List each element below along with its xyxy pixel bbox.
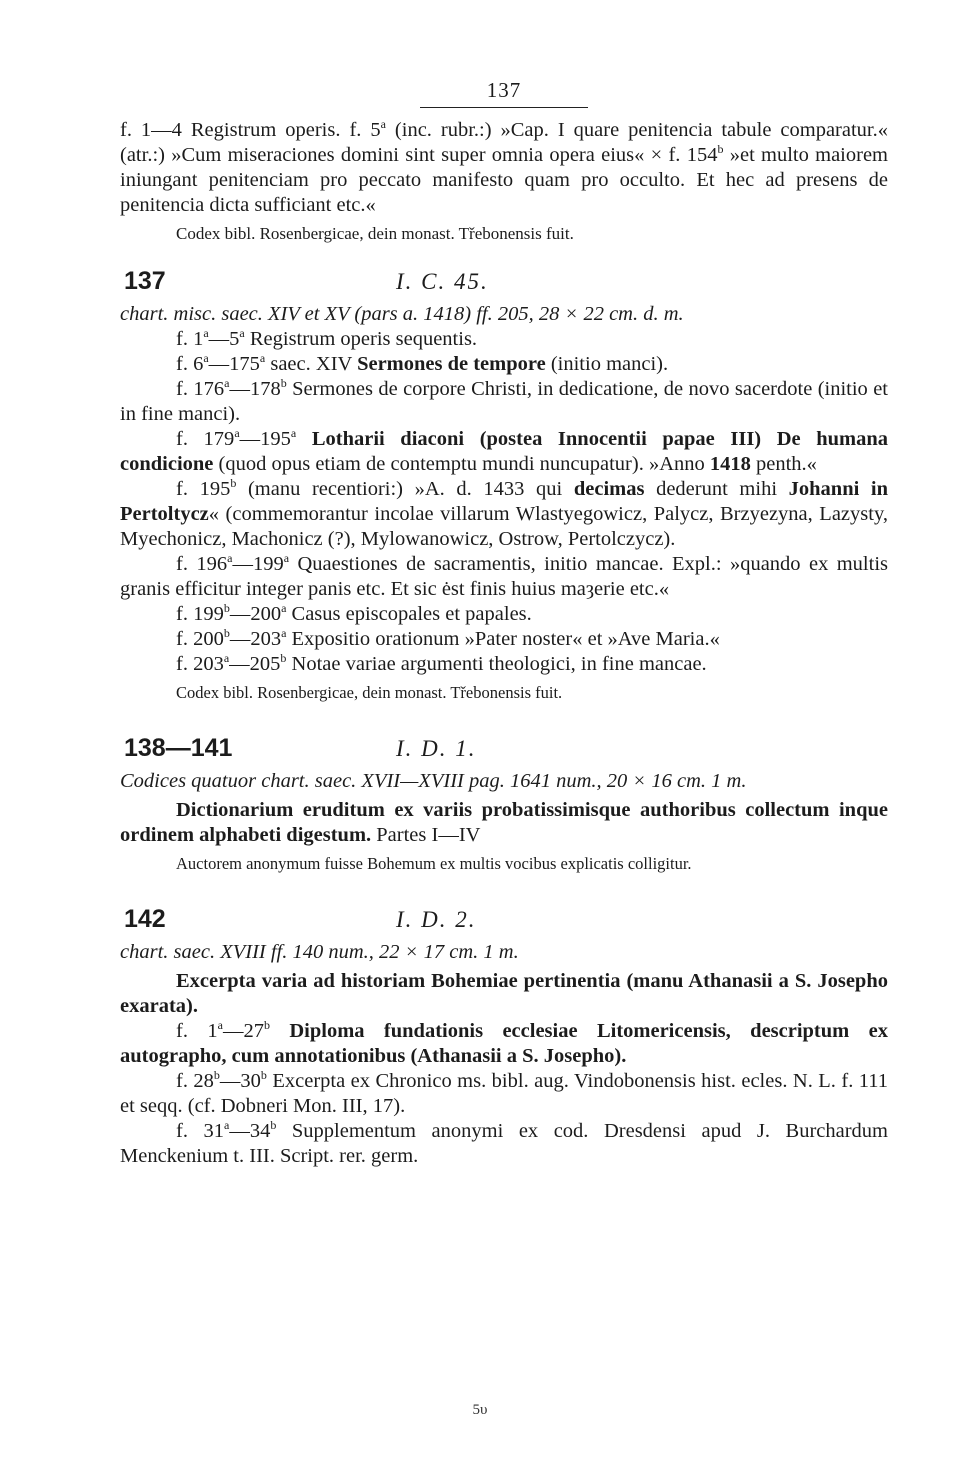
codex-note: Codex bibl. Rosenbergicae, dein monast. Třebonensis fuit. (176, 683, 563, 702)
author-note: Auctorem anonymum fuisse Bohemum ex multis vocibus explicatis colligitur. (176, 854, 692, 873)
page-number: 137 (486, 78, 522, 102)
header-rule (420, 107, 588, 108)
entry-item: f. 176$^a$—178$^b$ Sermones de corpore Christi, in dedicatione, de novo sacerdote (initio et in fine manci). (120, 376, 888, 425)
entry-item: f. 203$^a$—205$^b$ Notae variae argumenti theologici, in fine mancae. (176, 651, 707, 675)
entry-item: f. 196$^a$—199$^a$ Quaestiones de sacramentis, initio mancae. Expl.: »quando ex multis granis efficitur integer panis etc. Et sic ėst finis huius maȝerie etc.« (120, 551, 888, 600)
document-page (120, 78, 888, 1169)
entry-item: f. 1$^a$—5$^a$ Registrum operis sequentis. (176, 326, 478, 350)
entry-item: f. 179$^a$—195$^a$ Lotharii diaconi (postea Innocentii papae III) De humana condicione (quod opus etiam de contemptu mundi nuncupatur). »Anno 1418 penth.« (120, 426, 889, 475)
entry-number: 138—141 (124, 734, 233, 762)
entry-item: f. 200$^b$—203$^a$ Expositio orationum »Pater noster« et »Ave Maria.« (176, 626, 720, 650)
shelfmark: I. D. 1. (396, 736, 477, 761)
entry-number: 142 (124, 905, 166, 933)
codex-note: Codex bibl. Rosenbergicae, dein monast. Třebonensis fuit. (176, 224, 574, 243)
entry-title: Dictionarium eruditum ex variis probatissimisque authoribus collectum inque ordinem alphabeti digestum. Partes I—IV (120, 799, 888, 846)
intro-paragraph: f. 1—4 Registrum operis. f. 5$^a$ (inc. rubr.:) »Cap. I quare penitencia tabule comparatur.« (atr.:) »Cum miseraciones domini sint super omnia opera eius« × f. 154$^b$ »et multo maiorem iniungant penitenciam pro peccato manifesto quam pro occulto. Et hec ad presens de penitencia dicta sufficiant etc.« (120, 117, 888, 216)
entry-description: Codices quatuor chart. saec. XVII—XVIII pag. 1641 num., 20 × 16 cm. 1 m. (120, 770, 747, 792)
entry-number: 137 (124, 267, 166, 295)
entry-heading (120, 267, 888, 296)
entry-description: chart. saec. XVIII ff. 140 num., 22 × 17 cm. 1 m. (120, 941, 519, 963)
entry-item: f. 195$^b$ (manu recentiori:) »A. d. 1433 qui decimas dederunt mihi Johanni in Pertoltycz« (commemorantur incolae villarum Wlastyegowicz, Palycz, Brzyezyna, Lazysty, Myechonicz, Machonicz (?), Mylowanowicz, Ostrow, Pertolczycz). (120, 476, 889, 550)
entry-heading (120, 905, 888, 934)
entry-heading (120, 734, 888, 763)
entry-title: Excerpta varia ad historiam Bohemiae pertinentia (manu Athanasii a S. Josepho exarata). (120, 970, 888, 1017)
shelfmark: I. D. 2. (396, 907, 477, 932)
entry-item: f. 199$^b$—200$^a$ Casus episcopales et papales. (176, 601, 532, 625)
entry-item: f. 28$^b$—30$^b$ Excerpta ex Chronico ms. bibl. aug. Vindobonensis hist. ecles. N. L. f. 111 et seqq. (cf. Dobneri Mon. III, 17). (120, 1068, 888, 1117)
entry-item: f. 6$^a$—175$^a$ saec. XIV Sermones de tempore (initio manci). (176, 351, 669, 375)
footer-mark: 5υ (472, 1402, 488, 1418)
entry-description: chart. misc. saec. XIV et XV (pars a. 1418) ff. 205, 28 × 22 cm. d. m. (120, 303, 684, 325)
shelfmark: I. C. 45. (396, 269, 489, 294)
entry-item: f. 31$^a$—34$^b$ Supplementum anonymi ex cod. Dresdensi apud J. Burchardum Menckenium t. III. Script. rer. germ. (120, 1118, 888, 1167)
entry-item: f. 1$^a$—27$^b$ Diploma fundationis ecclesiae Litomericensis, descriptum ex autographo, cum annotationibus (Athanasii a S. Josepho). (120, 1018, 888, 1067)
